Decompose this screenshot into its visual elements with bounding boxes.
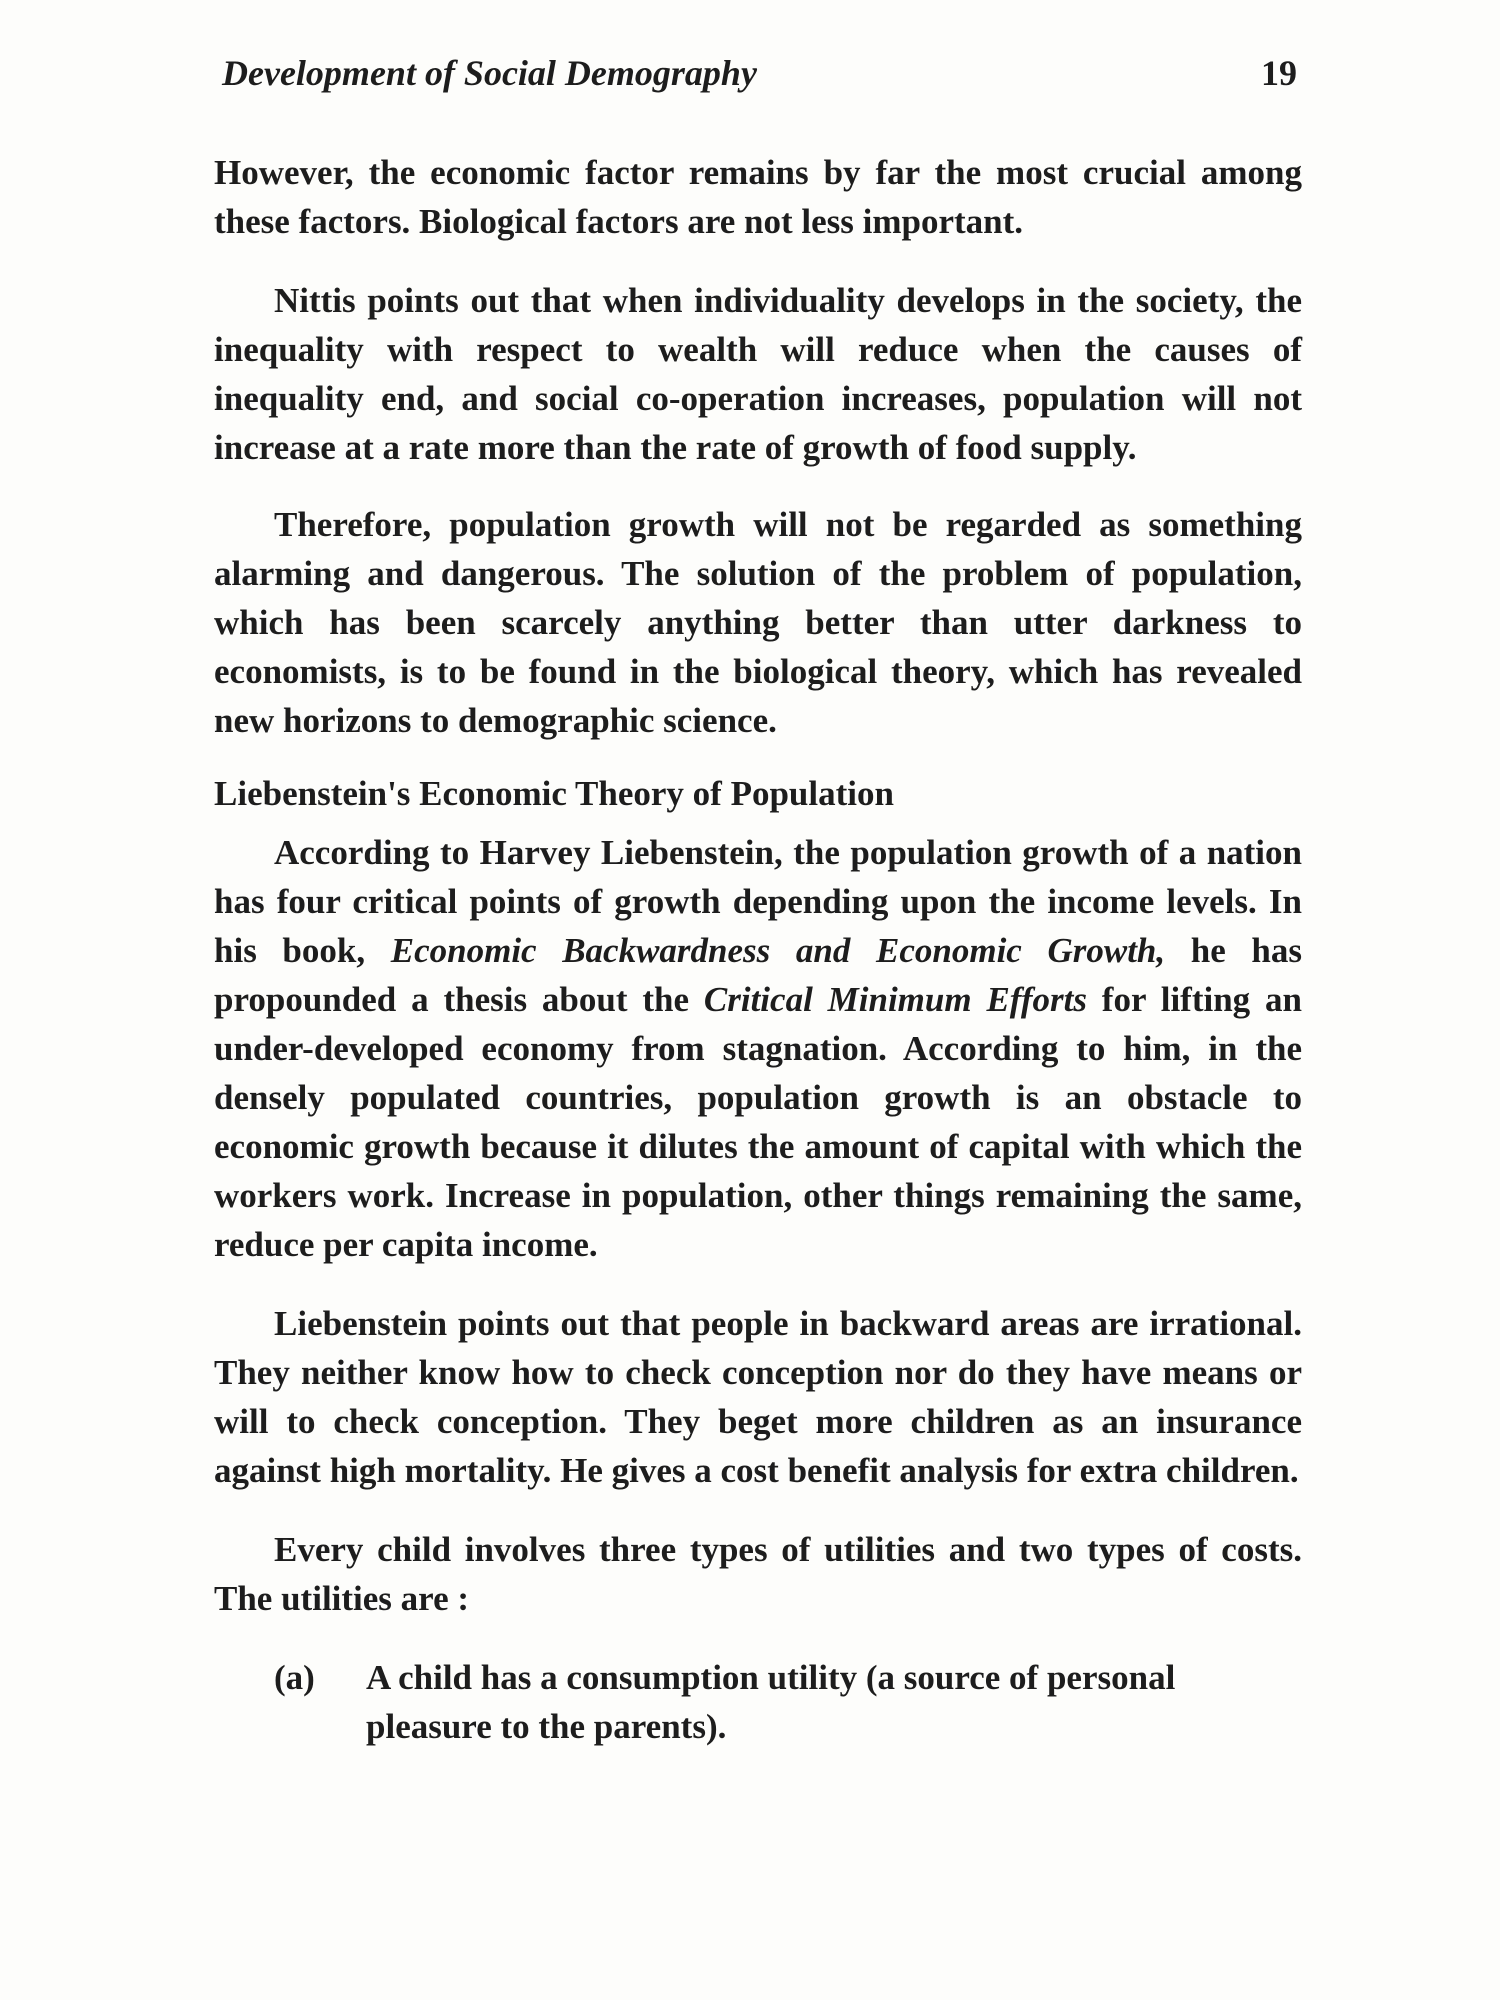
page-number: 19 xyxy=(1261,53,1297,93)
text-segment: According to Harvey Liebenstein, the population growth of a nation has four critical points of growth depending upon the income levels. In his book, xyxy=(214,833,1302,970)
paragraph-economic-factor: However, the economic factor remains by far the most crucial among these factors. Biological factors are not less important. xyxy=(214,153,1302,241)
list-item-text: A child has a consumption utility (a source of personal pleasure to the parents). xyxy=(366,1658,1176,1746)
paragraph-nittis: Nittis points out that when individuality develops in the society, the inequality with respect to wealth will reduce when the causes of inequality end, and social co-operation increases, population will not increase at a rate more than the rate of growth of food supply. xyxy=(214,281,1302,467)
list-item xyxy=(214,1653,1302,1751)
paragraph-backward-areas: Liebenstein points out that people in backward areas are irrational. They neither know how to check conception nor do they have means or will to check conception. They beget more children as an insurance against high mortality. He gives a cost benefit analysis for extra children. xyxy=(214,1304,1302,1490)
italic-term: Critical Minimum Efforts xyxy=(703,980,1087,1019)
page-header xyxy=(222,52,1297,98)
text-segment: he has propounded a thesis about the xyxy=(214,931,1302,1019)
paragraph-therefore: Therefore, population growth will not be regarded as something alarming and dangerous. The solution of the problem of population, which has been scarcely anything better than utter darkness to economists, is to be found in the biological theory, which has revealed new horizons to demographic science. xyxy=(214,505,1302,740)
text-segment: for lifting an under-developed economy from stagnation. According to him, in the densely populated countries, population growth is an obstacle to economic growth because it dilutes the amount of capital with which the workers work. Increase in population, other things remaining the same, reduce per capita income. xyxy=(214,980,1302,1264)
page-body xyxy=(214,148,1302,1751)
running-title: Development of Social Demography xyxy=(222,53,757,93)
list-marker: (a) xyxy=(274,1658,315,1697)
book-title: Economic Backwardness and Economic Growth, xyxy=(390,931,1166,970)
paragraph-liebenstein-theory xyxy=(214,828,1302,1269)
section-heading: Liebenstein's Economic Theory of Population xyxy=(214,774,894,813)
paragraph-utilities: Every child involves three types of utilities and two types of costs. The utilities are : xyxy=(214,1530,1302,1618)
